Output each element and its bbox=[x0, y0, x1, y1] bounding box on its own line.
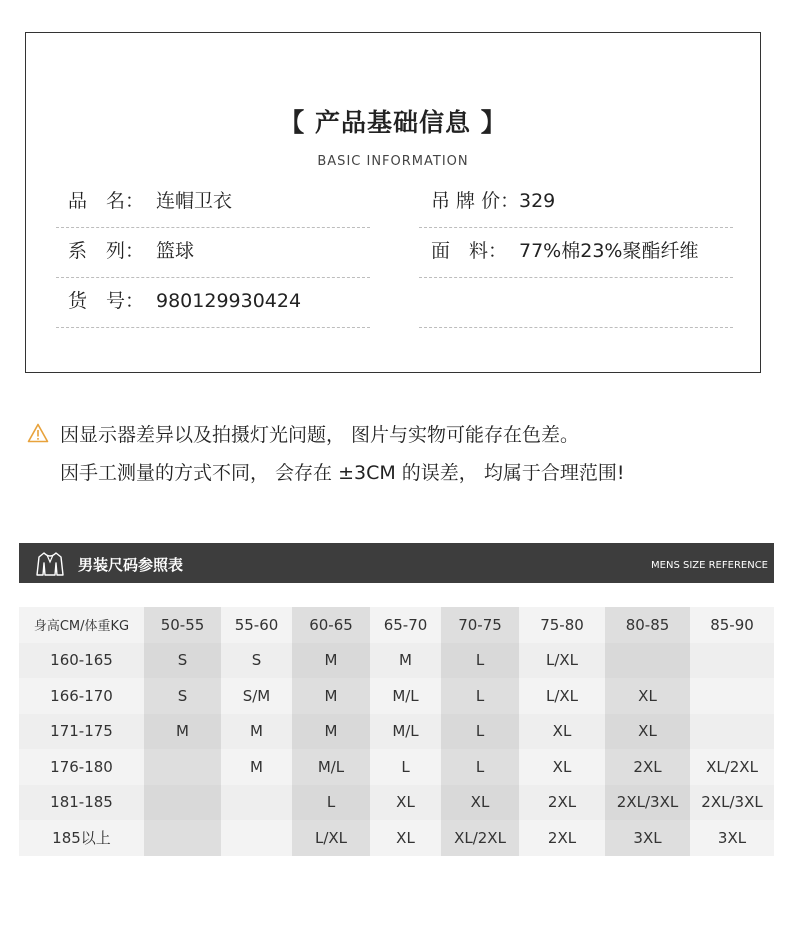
table-header-cell: 65-70 bbox=[370, 607, 441, 643]
size-cell: 2XL bbox=[605, 749, 690, 785]
size-cell: L bbox=[441, 749, 519, 785]
size-cell: XL bbox=[605, 678, 690, 714]
size-cell: M/L bbox=[370, 714, 441, 750]
size-cell: XL bbox=[441, 785, 519, 821]
field-value: 329 bbox=[519, 190, 556, 212]
size-cell: L bbox=[370, 749, 441, 785]
info-field-fabric bbox=[419, 228, 733, 278]
table-header-cell: 70-75 bbox=[441, 607, 519, 643]
field-value: 篮球 bbox=[156, 240, 195, 262]
size-cell: L/XL bbox=[292, 820, 370, 856]
size-cell bbox=[221, 820, 292, 856]
table-header-cell: 85-90 bbox=[690, 607, 774, 643]
warning-triangle-icon bbox=[27, 423, 49, 443]
info-field-series bbox=[56, 228, 370, 278]
field-label: 品 名： bbox=[68, 190, 145, 212]
notice-line-1: 因显示器差异以及拍摄灯光问题， 图片与实物可能存在色差。 bbox=[60, 424, 580, 446]
size-chart-subtitle: MENS SIZE REFERENCE bbox=[651, 560, 768, 571]
size-cell: L bbox=[292, 785, 370, 821]
size-cell: S bbox=[221, 643, 292, 679]
shirt-logo-icon bbox=[35, 551, 65, 577]
size-cell: XL/2XL bbox=[441, 820, 519, 856]
notice-line-2: 因手工测量的方式不同， 会存在 ±3CM 的误差， 均属于合理范围! bbox=[60, 462, 625, 484]
size-cell bbox=[605, 643, 690, 679]
info-field-item-number bbox=[56, 278, 370, 328]
height-range-cell: 166-170 bbox=[19, 678, 144, 714]
size-cell: M/L bbox=[292, 749, 370, 785]
size-cell: M bbox=[292, 643, 370, 679]
size-chart-header bbox=[19, 543, 774, 583]
field-label: 货 号： bbox=[68, 290, 145, 312]
size-cell bbox=[144, 785, 221, 821]
size-cell: XL/2XL bbox=[690, 749, 774, 785]
size-chart-title: 男装尺码参照表 bbox=[78, 556, 184, 574]
table-row bbox=[19, 785, 774, 821]
table-header-cell: 80-85 bbox=[605, 607, 690, 643]
height-range-cell: 160-165 bbox=[19, 643, 144, 679]
size-cell: M/L bbox=[370, 678, 441, 714]
size-cell bbox=[690, 714, 774, 750]
table-row bbox=[19, 749, 774, 785]
size-cell: L bbox=[441, 678, 519, 714]
size-cell: M bbox=[292, 678, 370, 714]
field-value: 连帽卫衣 bbox=[156, 190, 233, 212]
size-cell: 2XL bbox=[519, 820, 605, 856]
table-row bbox=[19, 643, 774, 679]
table-header-cell: 55-60 bbox=[221, 607, 292, 643]
table-row bbox=[19, 714, 774, 750]
height-range-cell: 185以上 bbox=[19, 820, 144, 856]
height-range-cell: 171-175 bbox=[19, 714, 144, 750]
size-cell bbox=[144, 749, 221, 785]
size-cell: M bbox=[221, 714, 292, 750]
table-header-row bbox=[19, 607, 774, 643]
size-cell bbox=[690, 678, 774, 714]
size-cell: M bbox=[144, 714, 221, 750]
table-header-cell: 50-55 bbox=[144, 607, 221, 643]
size-cell: M bbox=[221, 749, 292, 785]
field-label: 系 列： bbox=[68, 240, 145, 262]
size-cell: XL bbox=[519, 749, 605, 785]
size-table bbox=[19, 607, 774, 856]
table-row bbox=[19, 820, 774, 856]
field-label: 面 料： bbox=[431, 240, 508, 262]
size-cell: XL bbox=[605, 714, 690, 750]
size-cell: L/XL bbox=[519, 643, 605, 679]
size-cell: M bbox=[292, 714, 370, 750]
info-subtitle: BASIC INFORMATION bbox=[317, 154, 469, 169]
size-cell: XL bbox=[370, 785, 441, 821]
field-label: 吊 牌 价： bbox=[431, 190, 520, 212]
size-cell bbox=[144, 820, 221, 856]
size-cell: S bbox=[144, 678, 221, 714]
size-cell: M bbox=[370, 643, 441, 679]
info-field-empty bbox=[419, 278, 733, 328]
size-cell bbox=[221, 785, 292, 821]
size-cell: 2XL/3XL bbox=[605, 785, 690, 821]
size-cell: XL bbox=[519, 714, 605, 750]
height-range-cell: 181-185 bbox=[19, 785, 144, 821]
size-cell: L bbox=[441, 643, 519, 679]
height-range-cell: 176-180 bbox=[19, 749, 144, 785]
size-cell: S bbox=[144, 643, 221, 679]
size-cell: 2XL bbox=[519, 785, 605, 821]
size-cell: 3XL bbox=[690, 820, 774, 856]
size-cell: XL bbox=[370, 820, 441, 856]
info-field-price bbox=[419, 178, 733, 228]
table-header-cell: 75-80 bbox=[519, 607, 605, 643]
info-field-name bbox=[56, 178, 370, 228]
size-cell: 2XL/3XL bbox=[690, 785, 774, 821]
size-cell: L/XL bbox=[519, 678, 605, 714]
table-header-cell: 60-65 bbox=[292, 607, 370, 643]
product-info-panel bbox=[25, 32, 761, 373]
field-value: 980129930424 bbox=[156, 290, 302, 312]
size-cell: L bbox=[441, 714, 519, 750]
table-header-cell: 身高CM/体重KG bbox=[19, 607, 144, 643]
field-value: 77%棉23%聚酯纤维 bbox=[519, 240, 699, 262]
size-cell: S/M bbox=[221, 678, 292, 714]
size-cell bbox=[690, 643, 774, 679]
size-cell: 3XL bbox=[605, 820, 690, 856]
info-title: 【 产品基础信息 】 bbox=[279, 108, 507, 137]
table-row bbox=[19, 678, 774, 714]
